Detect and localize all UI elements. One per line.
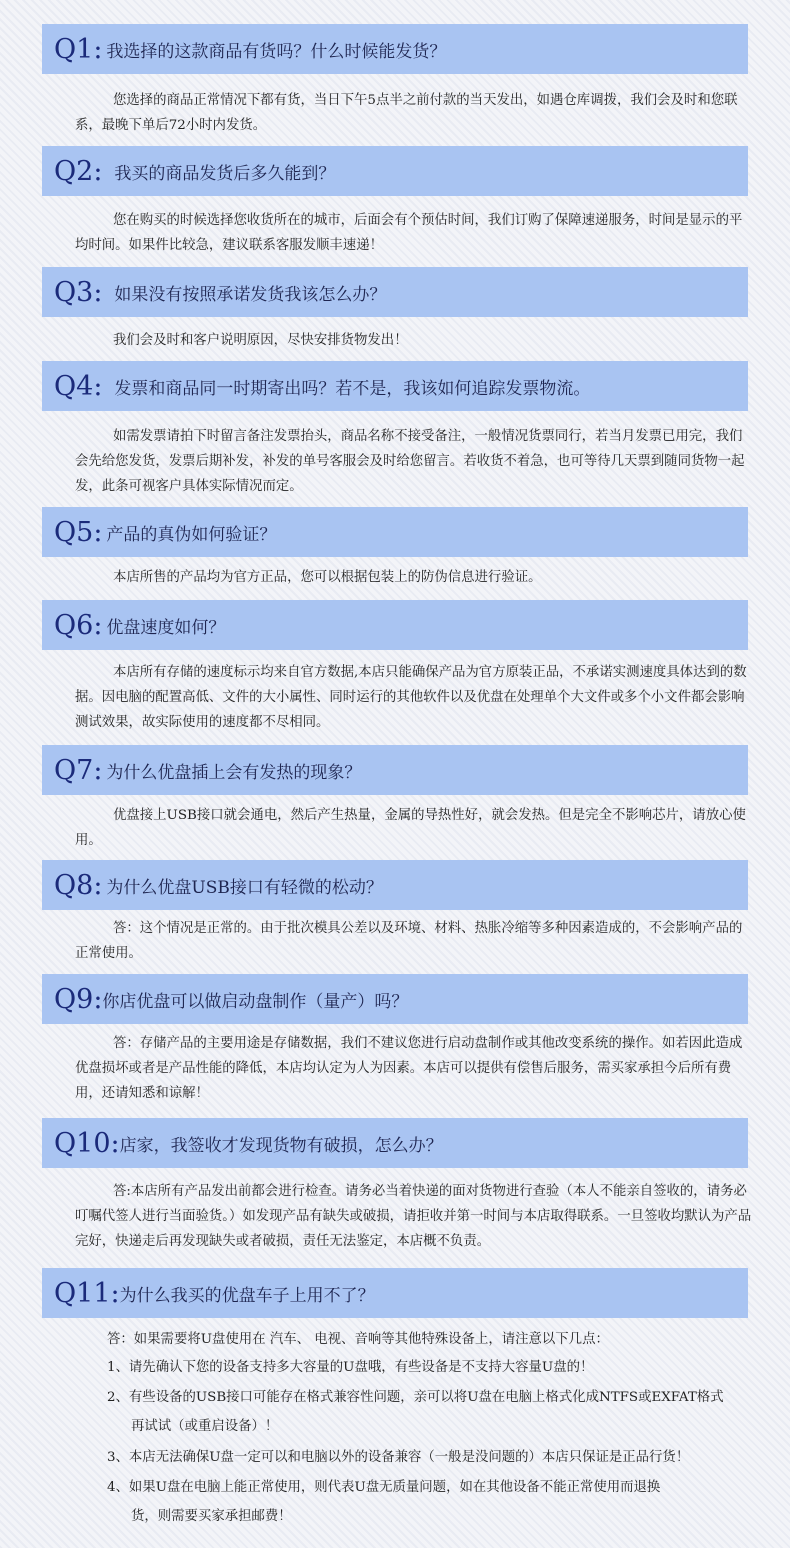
question-number: Q8: bbox=[54, 869, 103, 901]
list-item: 3、本店无法确保U盘一定可以和电脑以外的设备兼容（一般是没问题的）本店只保证是正品行货！ bbox=[107, 1450, 690, 1465]
question-header-6 bbox=[42, 600, 748, 650]
question-number: Q6: bbox=[54, 609, 103, 641]
answer-text-7: 优盘接上USB接口就会通电，然后产生热量，金属的导热性好，就会发热。但是完全不影响芯片，请放心使用。 bbox=[75, 808, 746, 848]
answer-text-11: 答：如果需要将U盘使用在 汽车、 电视、音响等其他特殊设备上，请注意以下几点： bbox=[107, 1332, 609, 1347]
question-text: 如果没有按照承诺发货我该怎么办？ bbox=[114, 284, 387, 305]
question-number: Q4: bbox=[54, 370, 103, 402]
question-text: 优盘速度如何？ bbox=[106, 617, 226, 638]
question-header-11 bbox=[42, 1268, 748, 1318]
answer-text-4: 如需发票请拍下时留言备注发票抬头，商品名称不接受备注，一般情况货票同行，若当月发票已用完，我们会先给您发货，发票后期补发，补发的单号客服会及时给您留言。若收货不着急，也可等待几天票到随同货物一起发，此条可视客户具体实际情况而定。 bbox=[75, 429, 745, 494]
answer-text-1: 您选择的商品正常情况下都有货，当日下午5点半之前付款的当天发出，如遇仓库调拨，我们会及时和您联系，最晚下单后72小时内发货。 bbox=[75, 93, 738, 133]
question-header-7 bbox=[42, 745, 748, 795]
list-item: 货，则需要买家承担邮费！ bbox=[131, 1509, 292, 1524]
answer-text-9: 答：存储产品的主要用途是存储数据，我们不建议您进行启动盘制作或其他改变系统的操作。如若因此造成优盘损坏或者是产品性能的降低，本店均认定为人为因素。本店可以提供有偿售后服务，需买家承担今后所有费用，还请知悉和谅解！ bbox=[75, 1036, 743, 1101]
question-number: Q2: bbox=[54, 155, 103, 187]
list-item: 4、如果U盘在电脑上能正常使用，则代表U盘无质量问题，如在其他设备不能正常使用而退换 bbox=[107, 1480, 661, 1495]
question-header-3 bbox=[42, 267, 748, 317]
question-text: 你店优盘可以做启动盘制作（量产）吗？ bbox=[102, 991, 409, 1012]
answer-text-10: 答:本店所有产品发出前都会进行检查。请务必当着快递的面对货物进行查验（本人不能亲自签收的，请务必叮嘱代签人进行当面验货。）如发现产品有缺失或破损，请拒收并第一时间与本店取得联系。一旦签收均默认为产品完好，快递走后再发现缺失或者破损，责任无法鉴定，本店概不负责。 bbox=[75, 1184, 752, 1249]
question-number: Q1: bbox=[54, 33, 103, 65]
question-header-5 bbox=[42, 507, 748, 557]
question-text: 为什么优盘插上会有发热的现象？ bbox=[106, 762, 362, 783]
answer-text-2: 您在购买的时候选择您收货所在的城市，后面会有个预估时间，我们订购了保障速递服务，时间是显示的平均时间。如果件比较急，建议联系客服发顺丰速递！ bbox=[75, 213, 743, 253]
question-number: Q10: bbox=[54, 1127, 120, 1159]
question-number: Q9: bbox=[54, 983, 103, 1015]
question-header-8 bbox=[42, 860, 748, 910]
list-item: 1、请先确认下您的设备支持多大容量的U盘哦，有些设备是不支持大容量U盘的！ bbox=[107, 1360, 594, 1375]
question-header-4 bbox=[42, 361, 748, 411]
question-header-2 bbox=[42, 146, 748, 196]
question-text: 我选择的这款商品有货吗？什么时候能发货？ bbox=[106, 41, 447, 62]
list-item: 再试试（或重启设备）！ bbox=[131, 1419, 279, 1434]
question-text: 为什么优盘USB接口有轻微的松动？ bbox=[106, 877, 383, 898]
answer-text-5: 本店所售的产品均为官方正品，您可以根据包装上的防伪信息进行验证。 bbox=[113, 570, 542, 585]
question-number: Q11: bbox=[54, 1277, 120, 1309]
question-number: Q3: bbox=[54, 276, 103, 308]
question-text: 为什么我买的优盘车子上用不了？ bbox=[119, 1285, 375, 1306]
answer-text-8: 答：这个情况是正常的。由于批次模具公差以及环境、材料、热胀冷缩等多种因素造成的，不会影响产品的正常使用。 bbox=[75, 921, 743, 961]
question-number: Q5: bbox=[54, 516, 103, 548]
answer-text-3: 我们会及时和客户说明原因，尽快安排货物发出！ bbox=[113, 333, 408, 348]
question-header-10 bbox=[42, 1118, 748, 1168]
question-number: Q7: bbox=[54, 754, 103, 786]
question-text: 产品的真伪如何验证？ bbox=[106, 524, 277, 545]
question-text: 店家，我签收才发现货物有破损，怎么办？ bbox=[119, 1135, 443, 1156]
question-header-1 bbox=[42, 24, 748, 74]
question-text: 我买的商品发货后多久能到？ bbox=[114, 163, 336, 184]
answer-text-6: 本店所有存储的速度标示均来自官方数据,本店只能确保产品为官方原装正品，不承诺实测速度具体达到的数据。因电脑的配置高低、文件的大小属性、同时运行的其他软件以及优盘在处理单个大文件或多个小文件都会影响测试效果，故实际使用的速度都不尽相同。 bbox=[75, 665, 747, 730]
list-item: 2、有些设备的USB接口可能存在格式兼容性问题，亲可以将U盘在电脑上格式化成NTFS或EXFAT格式 bbox=[107, 1390, 724, 1405]
question-text: 发票和商品同一时期寄出吗？若不是，我该如何追踪发票物流。 bbox=[114, 378, 591, 399]
question-header-9 bbox=[42, 974, 748, 1024]
